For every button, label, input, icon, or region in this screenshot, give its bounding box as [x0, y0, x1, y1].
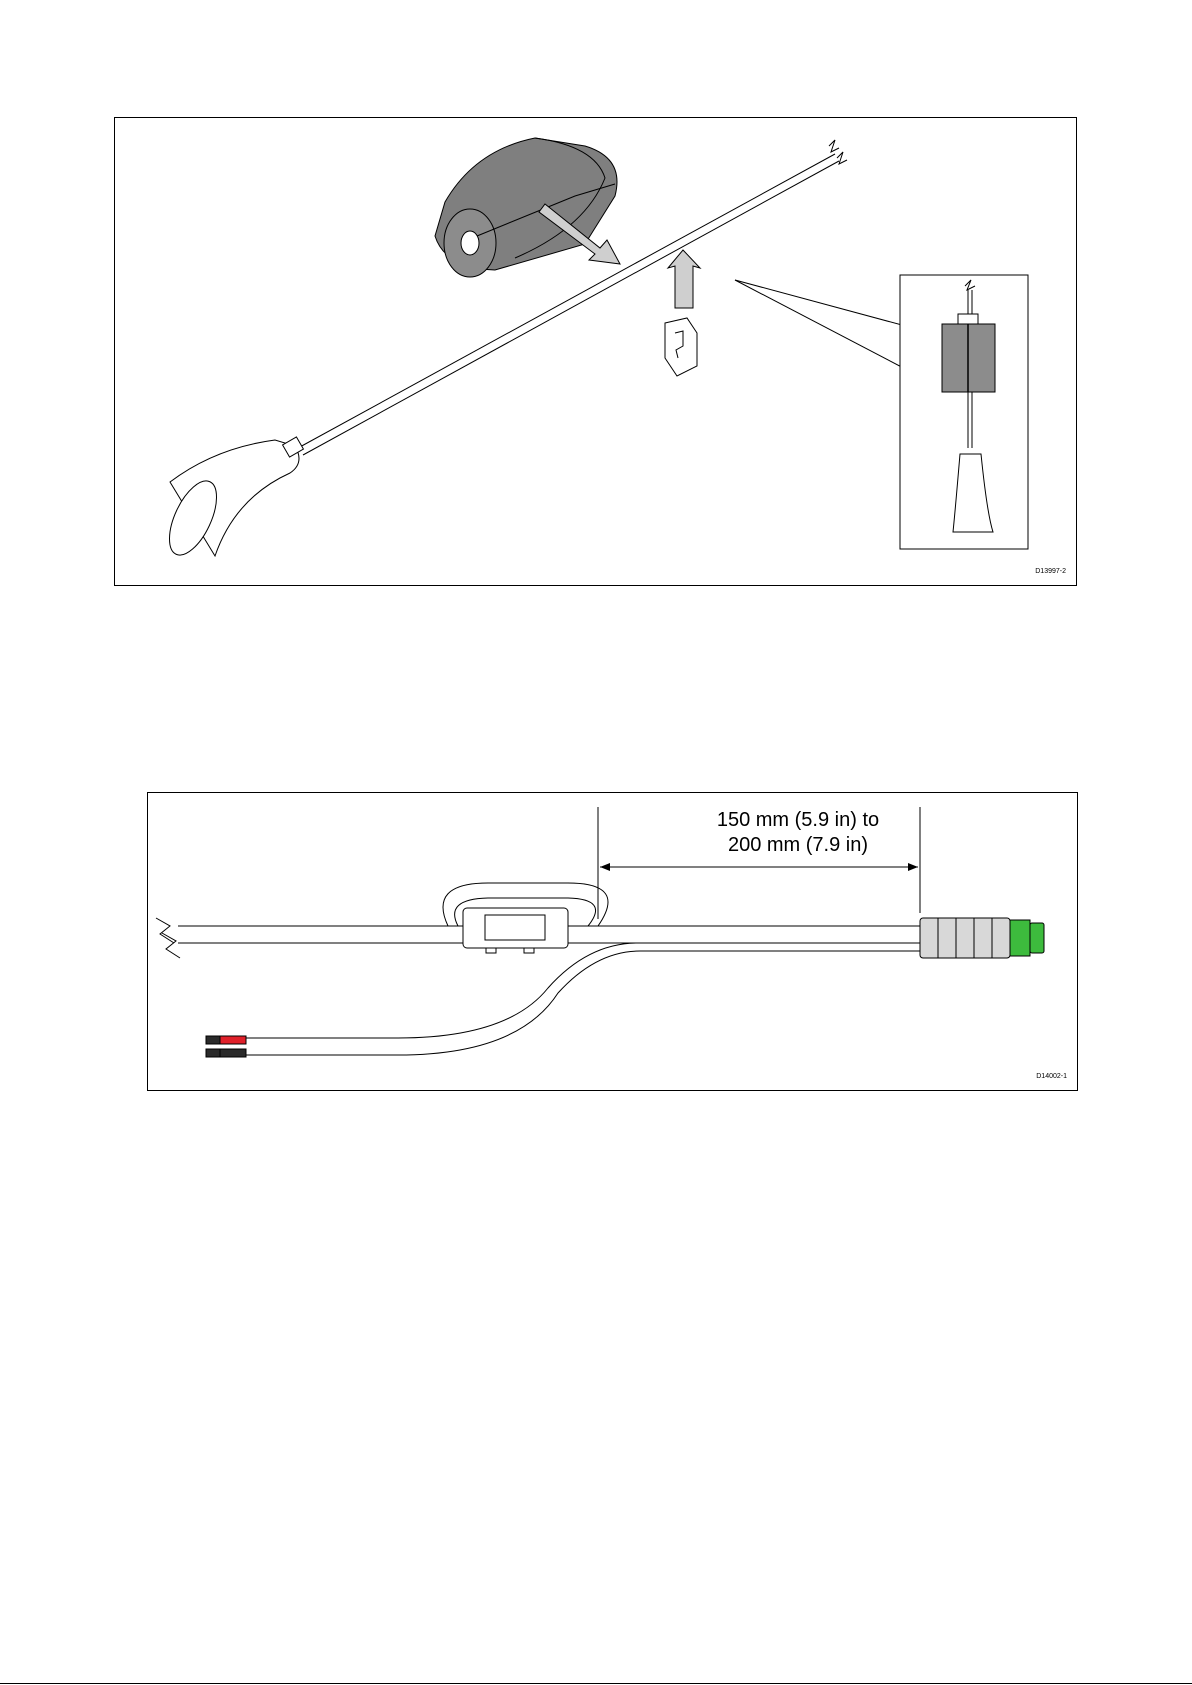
figure-ferrite-installation [114, 117, 1077, 586]
ferrite-installation-drawing [115, 118, 1078, 587]
attach-arrow [668, 250, 700, 308]
ferrite-core-open [435, 138, 617, 277]
figure-id-label: D14002-1 [1036, 1073, 1067, 1080]
cable-clip [665, 318, 697, 376]
cable-connector [920, 918, 1044, 958]
figure-id-label: D13997-2 [1035, 568, 1066, 575]
page-bottom-rule [0, 1683, 1192, 1684]
dimension-label-line1: 150 mm (5.9 in) to [716, 809, 880, 831]
dimension-label-line2: 200 mm (7.9 in) [727, 834, 869, 856]
detail-callout-pointer [735, 280, 913, 373]
ferrite-clamp [463, 908, 568, 953]
bare-wires [206, 1036, 246, 1057]
figure-ferrite-placement [147, 792, 1078, 1091]
transducer-body [160, 437, 304, 562]
branch-cable [243, 943, 933, 1055]
detail-inset [900, 275, 1028, 549]
